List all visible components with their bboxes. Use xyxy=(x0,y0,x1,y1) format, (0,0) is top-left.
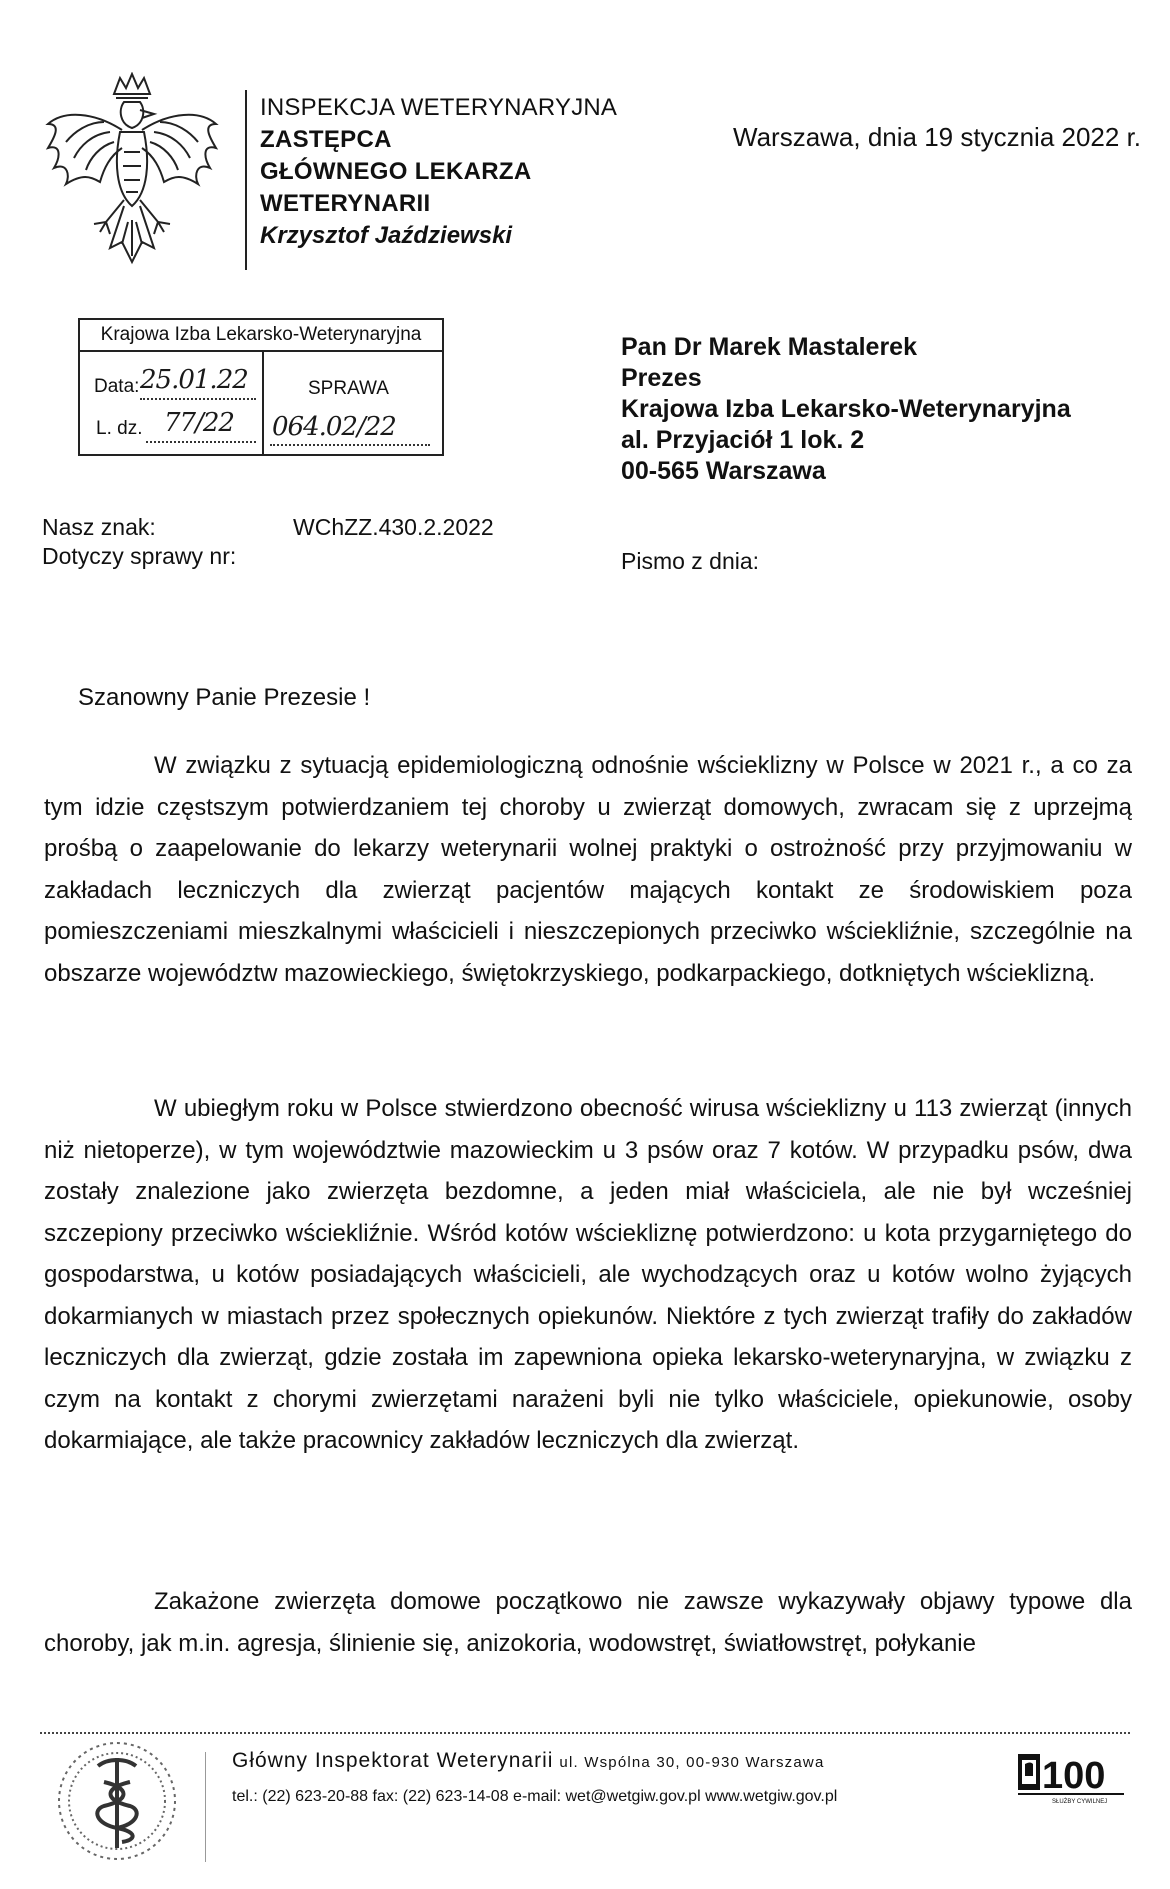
stamp-date-value: 25.01.22 xyxy=(140,365,248,395)
stamp-sprawa-dots xyxy=(270,444,430,446)
addressee-line: Krajowa Izba Lekarsko-Weterynaryjna xyxy=(621,395,1071,423)
stamp-sprawa-value: 064.02/22 xyxy=(272,412,396,442)
badge-number: 100 xyxy=(1042,1755,1106,1797)
body-paragraph: W ubiegłym roku w Polsce stwierdzono obecność wirusa wścieklizny u 113 zwierząt (innych niż nietoperze), w tym województwie mazowieckim u 3 psów oraz 7 kotów. W przypadku psów, dwa zostały znalezione jako zwierzęta bezdomne, a jeden miał właściciela, ale nie był wcześniej szczepiony przeciwko wściekliźnie. Wśród kotów wściekliznę potwierdzono: u kota przygarniętego do gospodarstwa, u kotów posiadających właścicieli, ale wychodzących oraz u kotów wolno żyjących dokarmianych w miastach przez społecznych opiekunów. Niektóre z tych zwierząt trafiły do zakładów leczniczych dla zwierząt, gdzie została im zapewniona opieka lekarsko-weterynaryjna, w związku z czym na kontakt z chorymi zwierzętami narażeni byli nie tylko właściciele, opiekunowie, osoby dokarmiające, ale także pracownicy zakładów leczniczych dla zwierząt. xyxy=(44,1095,1132,1454)
salutation: Szanowny Panie Prezesie ! xyxy=(78,684,371,711)
footer-org-line xyxy=(232,1749,825,1773)
issuer-name: Krzysztof Jaździewski xyxy=(260,222,513,249)
registry-stamp xyxy=(78,318,444,456)
stamp-header: Krajowa Izba Lekarsko-Weterynaryjna xyxy=(80,320,442,352)
issuer-title-line: GŁÓWNEGO LEKARZA xyxy=(260,158,532,185)
caduceus-seal-icon xyxy=(52,1736,182,1866)
addressee-line: 00-565 Warszawa xyxy=(621,457,826,485)
badge-caption: SŁUŻBY CYWILNEJ xyxy=(1052,1799,1108,1805)
footer-address: ul. Wspólna 30, 00-930 Warszawa xyxy=(559,1754,825,1771)
footer-separator xyxy=(40,1732,1130,1734)
issuer-title-line: WETERYNARII xyxy=(260,190,431,217)
stamp-date-label: Data: xyxy=(94,376,140,397)
header-divider xyxy=(245,90,247,270)
stamp-sprawa-label: SPRAWA xyxy=(308,378,389,399)
stamp-ldz-label: L. dz. xyxy=(96,418,143,439)
place-date: Warszawa, dnia 19 stycznia 2022 r. xyxy=(733,122,1142,152)
letter-date-label: Pismo z dnia: xyxy=(621,548,760,574)
addressee-block xyxy=(621,332,1071,487)
our-reference-label: Nasz znak: xyxy=(42,514,156,540)
footer-contact: tel.: (22) 623-20-88 fax: (22) 623-14-08 e-mail: wet@wetgiw.gov.pl www.wetgiw.gov.pl xyxy=(232,1788,838,1805)
issuer-department: INSPEKCJA WETERYNARYJNA xyxy=(260,94,618,121)
stamp-divider xyxy=(262,350,264,456)
civil-service-100-badge xyxy=(1016,1750,1126,1806)
addressee-line: al. Przyjaciół 1 lok. 2 xyxy=(621,426,865,454)
stamp-ldz-value: 77/22 xyxy=(164,408,234,438)
addressee-line: Pan Dr Marek Mastalerek xyxy=(621,333,917,361)
our-reference-value: WChZZ.430.2.2022 xyxy=(293,514,494,540)
stamp-ldz-dots xyxy=(146,441,256,443)
addressee-line: Prezes xyxy=(621,364,702,392)
issuer-block xyxy=(260,92,617,252)
footer-org: Główny Inspektorat Weterynarii xyxy=(232,1749,554,1772)
polish-eagle-icon xyxy=(44,72,220,268)
body-paragraph: W związku z sytuacją epidemiologiczną odnośnie wścieklizny w Polsce w 2021 r., a co za tym idzie częstszym potwierdzaniem tej choroby u zwierząt domowych, zwracam się z uprzejmą prośbą o zaapelowanie do lekarzy weterynarii wolnej praktyki o ostrożność przy przyjmowaniu w zakładach leczniczych dla zwierząt pacjentów mających kontakt ze środowiskiem poza pomieszczeniami mieszkalnymi właścicieli i nieszczepionych przeciwko wściekliźnie, szczególnie na obszarze województw mazowieckiego, świętokrzyskiego, podkarpackiego, dotkniętych wścieklizną. xyxy=(44,752,1132,987)
footer-divider xyxy=(205,1752,206,1862)
body-paragraph: Zakażone zwierzęta domowe początkowo nie zawsze wykazywały objawy typowe dla choroby, jak m.in. agresja, ślinienie się, anizokoria, wodowstręt, światłowstręt, połykanie xyxy=(44,1588,1132,1657)
stamp-date-dots xyxy=(140,398,256,400)
issuer-title-line: ZASTĘPCA xyxy=(260,126,392,153)
case-number-label: Dotyczy sprawy nr: xyxy=(42,543,237,569)
